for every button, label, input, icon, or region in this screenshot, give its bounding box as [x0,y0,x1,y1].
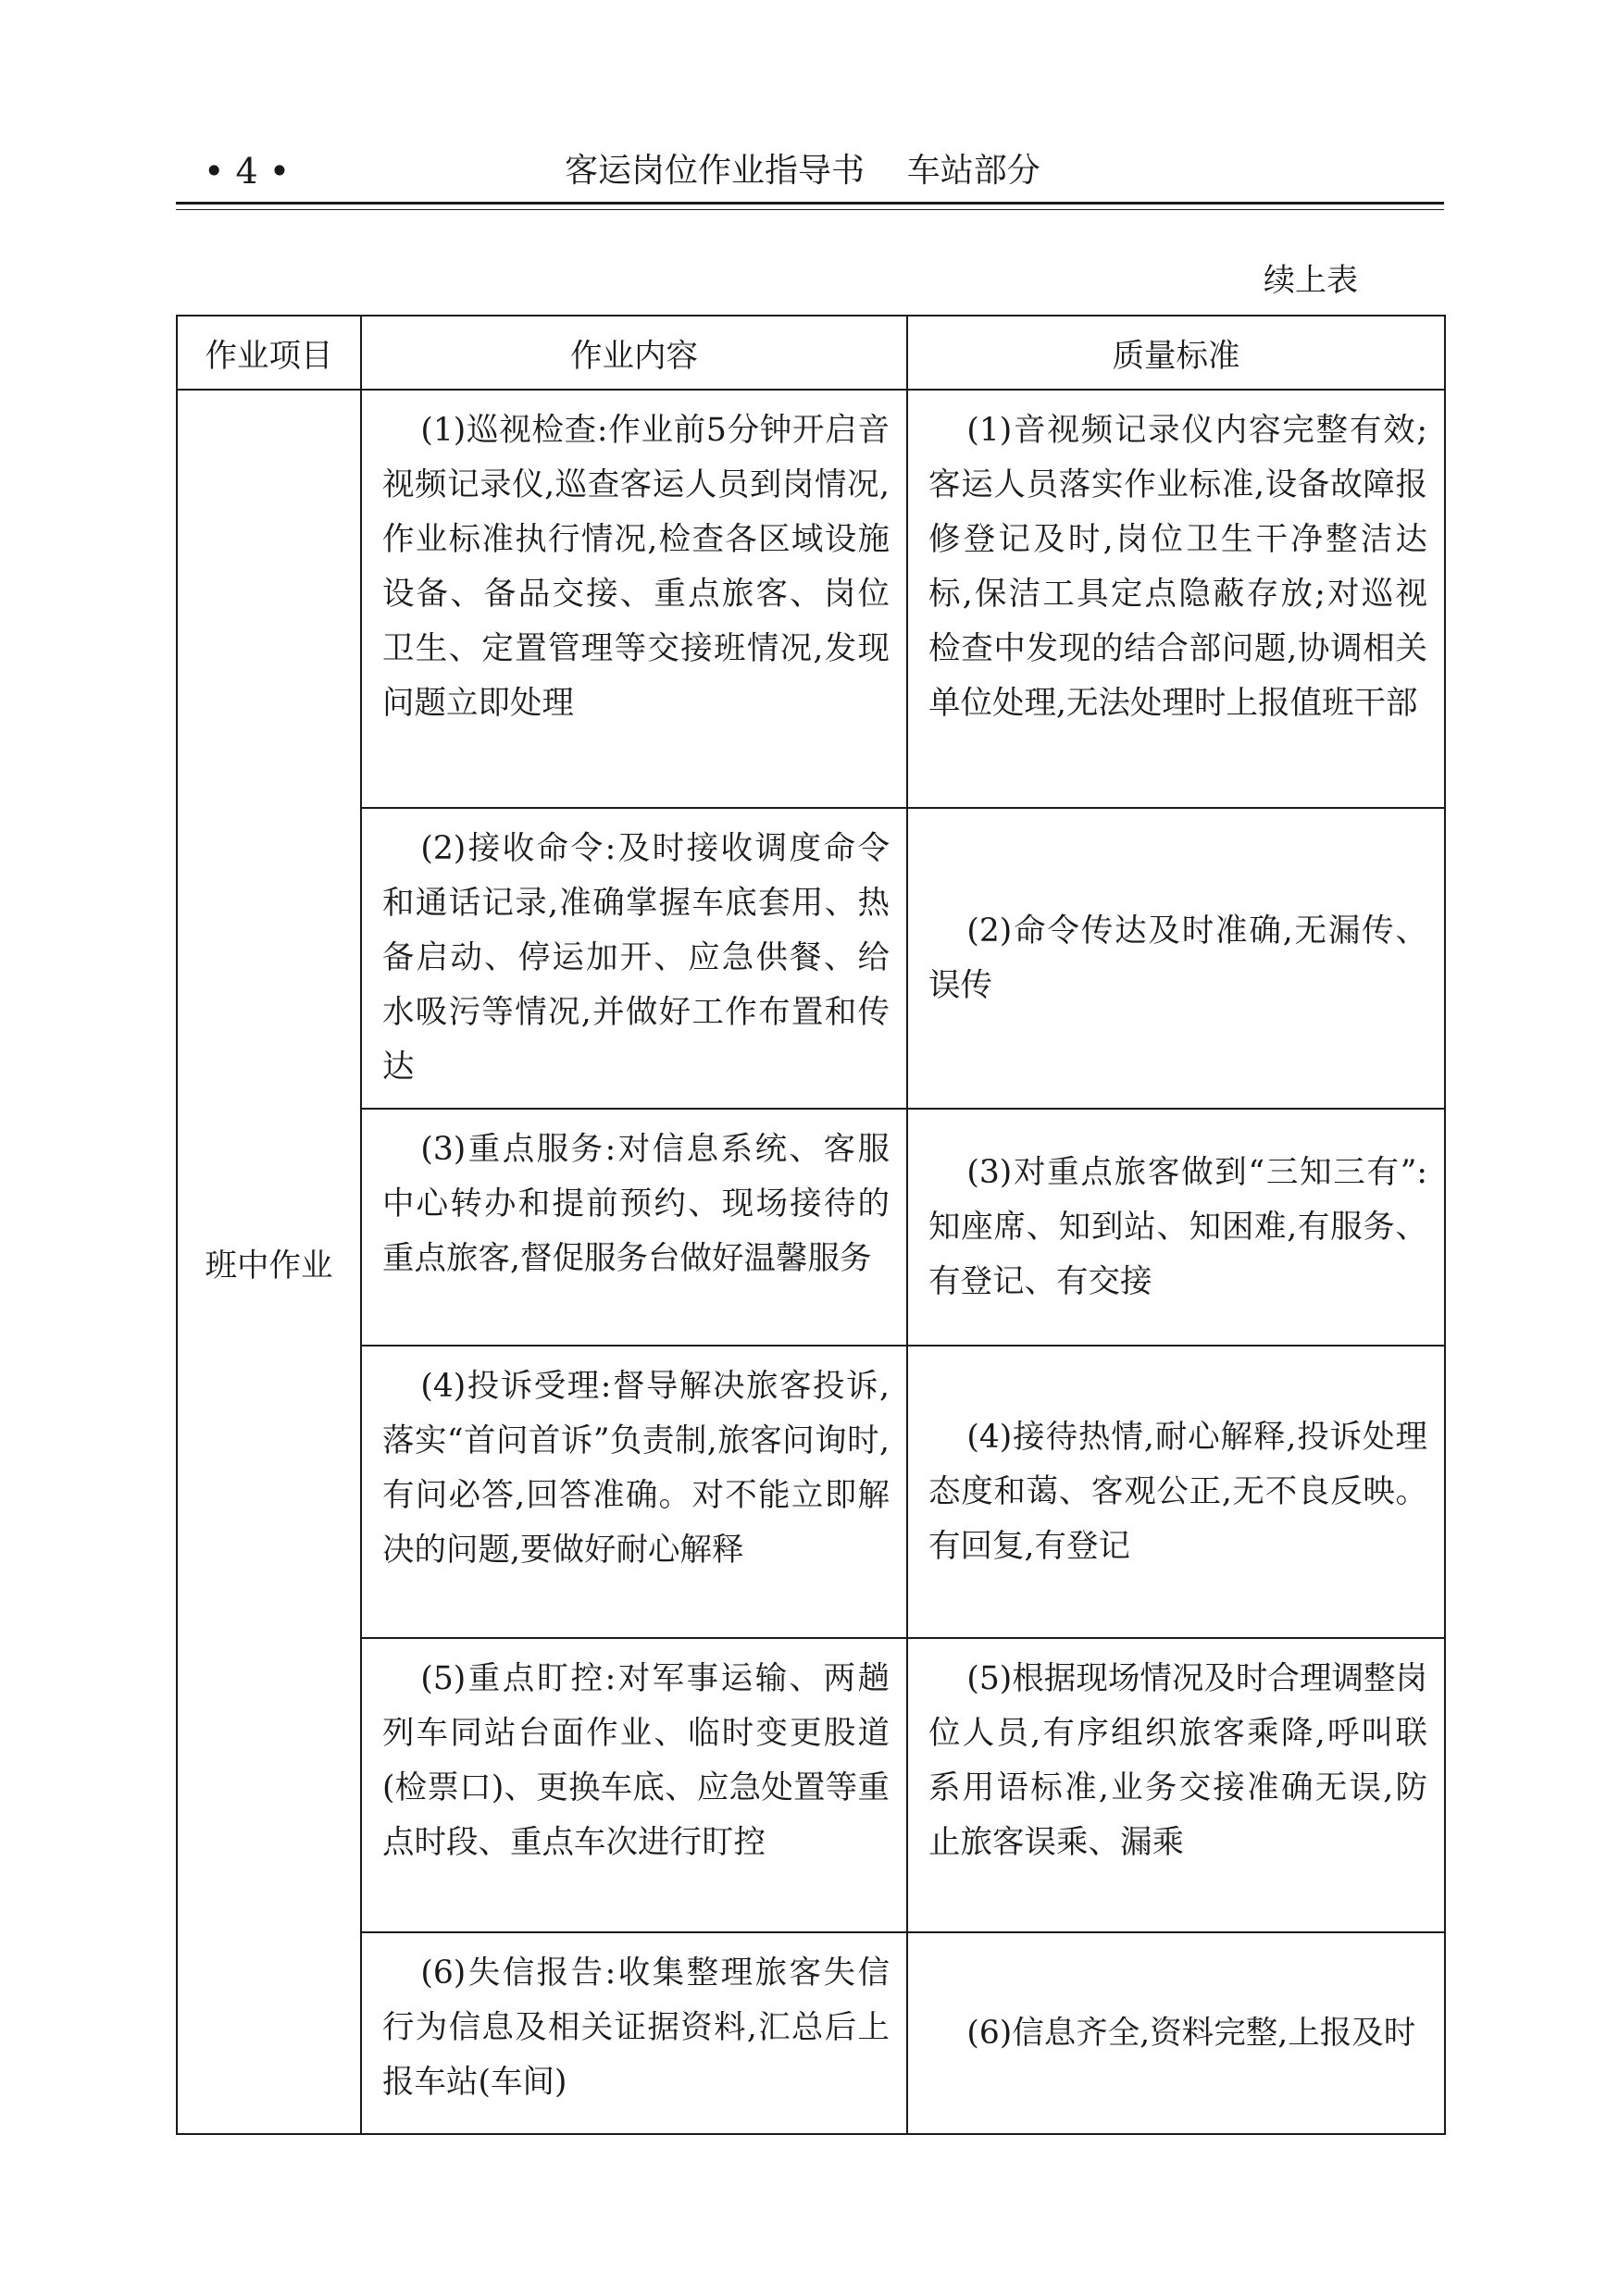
table-row [177,1346,1445,1638]
work-guide-table [176,315,1446,2135]
standard-cell [907,1109,1445,1346]
standard-text: (2)命令传达及时准确,无漏传、误传 [928,912,1427,1004]
table-row [177,390,1445,808]
header-rule-thin [176,209,1444,210]
content-text: (2)接收命令:及时接收调度命令和通话记录,准确掌握车底套用、热备启动、停运加开、应急供餐、给水吸污等情况,并做好工作布置和传达 [382,830,890,1086]
group-label: 班中作业 [177,390,361,2134]
standard-text: (4)接待热情,耐心解释,投诉处理态度和蔼、客观公正,无不良反映。有回复,有登记 [928,1418,1427,1565]
table-row [177,1109,1445,1346]
content-cell [361,808,907,1109]
standard-text: (5)根据现场情况及时合理调整岗位人员,有序组织旅客乘降,呼叫联系用语标准,业务交接准确无误,防止旅客误乘、漏乘 [928,1660,1427,1861]
standard-text: (1)音视频记录仪内容完整有效;客运人员落实作业标准,设备故障报修登记及时,岗位卫生干净整洁达标,保洁工具定点隐蔽存放;对巡视检查中发现的结合部问题,协调相关单位处理,无法处理时上报值班干部 [928,412,1427,722]
content-text: (4)投诉受理:督导解决旅客投诉,落实“首问首诉”负责制,旅客问询时,有问必答,回答准确。对不能立即解决的问题,要做好耐心解释 [382,1368,890,1569]
table-row [177,1638,1445,1932]
standard-cell [907,1638,1445,1932]
column-header-standard: 质量标准 [907,316,1445,390]
content-cell [361,390,907,808]
standard-cell [907,390,1445,808]
content-text: (1)巡视检查:作业前5分钟开启音视频记录仪,巡查客运人员到岗情况,作业标准执行情况,检查各区域设施设备、备品交接、重点旅客、岗位卫生、定置管理等交接班情况,发现问题立即处理 [382,412,890,722]
content-text: (5)重点盯控:对军事运输、两趟列车同站台面作业、临时变更股道(检票口)、更换车底、应急处置等重点时段、重点车次进行盯控 [382,1660,890,1861]
page-number: • 4 • [204,151,291,192]
standard-text: (6)信息齐全,资料完整,上报及时 [966,2014,1416,2052]
content-cell [361,1346,907,1638]
content-cell [361,1932,907,2134]
standard-cell [907,1346,1445,1638]
content-text: (3)重点服务:对信息系统、客服中心转办和提前预约、现场接待的重点旅客,督促服务台做好温馨服务 [382,1131,890,1277]
table-row [177,808,1445,1109]
table-header-row [177,316,1445,390]
column-header-content: 作业内容 [361,316,907,390]
content-cell [361,1109,907,1346]
content-cell [361,1638,907,1932]
content-text: (6)失信报告:收集整理旅客失信行为信息及相关证据资料,汇总后上报车站(车间) [382,1955,890,2101]
running-title: 客运岗位作业指导书 车站部分 [565,152,1040,190]
header-rule-thick [176,202,1444,205]
page-header [176,143,1444,199]
continued-label: 续上表 [1264,262,1358,299]
table-row [177,1932,1445,2134]
standard-text: (3)对重点旅客做到“三知三有”:知座席、知到站、知困难,有服务、有登记、有交接 [928,1153,1427,1300]
standard-cell [907,1932,1445,2134]
column-header-item: 作业项目 [177,316,361,390]
standard-cell [907,808,1445,1109]
